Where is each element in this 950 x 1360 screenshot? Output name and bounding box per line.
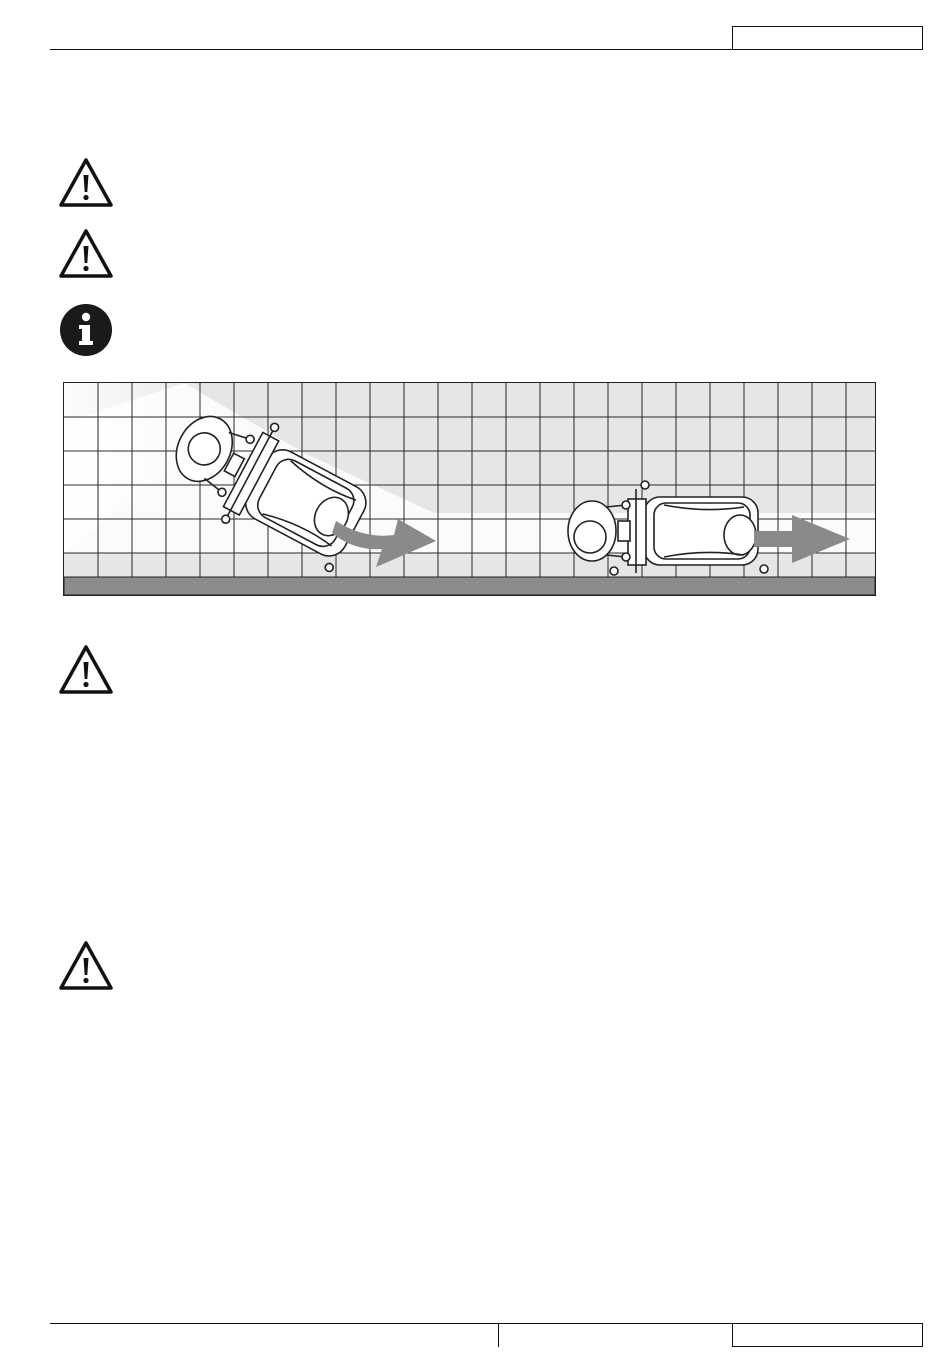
header-page-box <box>732 26 923 50</box>
warning-triangle-icon <box>58 228 114 280</box>
wall-strip <box>64 577 875 595</box>
footer-divider <box>498 1323 499 1347</box>
info-circle-icon <box>59 303 113 357</box>
warning-triangle-icon <box>58 940 114 992</box>
warning-triangle-icon <box>58 644 114 696</box>
warning-triangle-icon <box>58 157 114 209</box>
floor-diagram <box>63 382 876 596</box>
footer-page-box <box>732 1323 923 1347</box>
